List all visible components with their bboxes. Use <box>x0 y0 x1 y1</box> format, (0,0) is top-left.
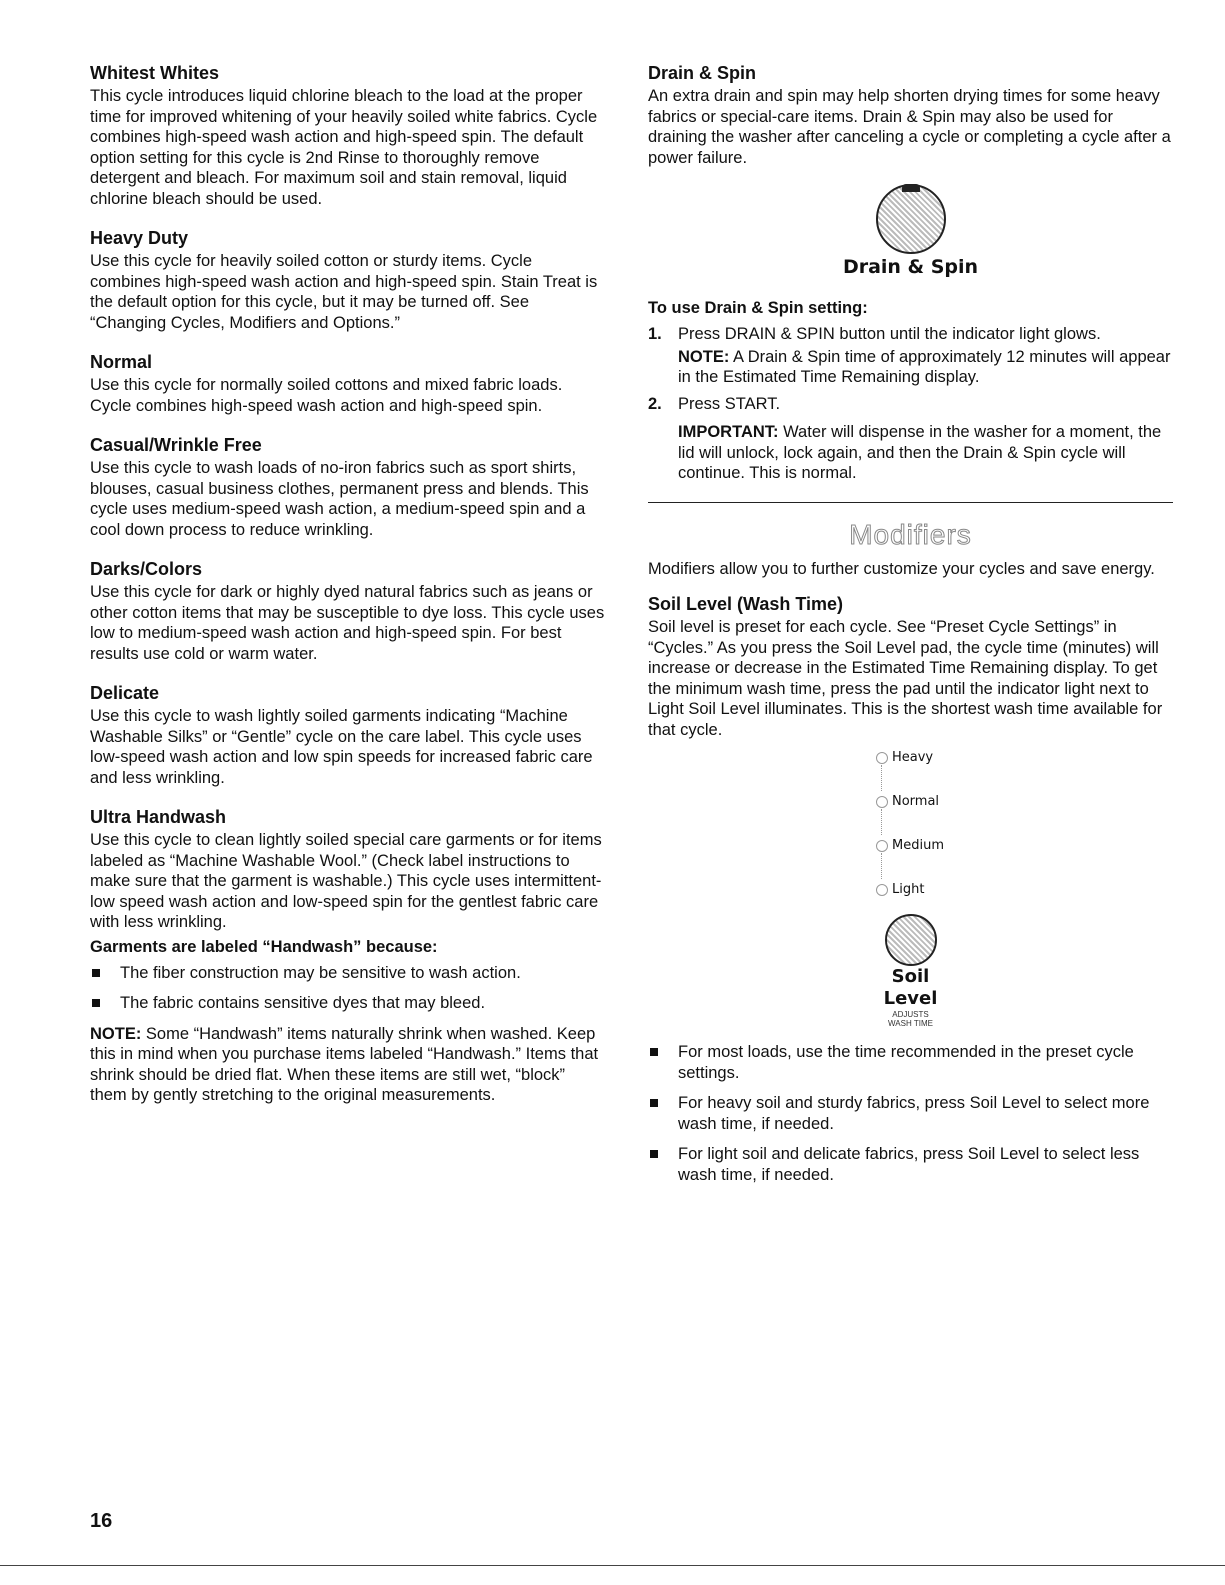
left-column <box>90 62 605 1106</box>
list-item: The fiber construction may be sensitive to wash action. <box>90 963 605 984</box>
soil-knob-label-2: Level <box>883 988 938 1009</box>
bullet-square-icon <box>650 1099 658 1107</box>
soil-knob-label-1: Soil <box>891 966 930 987</box>
list-item: For most loads, use the time recommended in the preset cycle settings. <box>648 1042 1173 1083</box>
step-note <box>678 347 1173 388</box>
section-normal <box>90 351 605 416</box>
drain-spin-howto-heading: To use Drain & Spin setting: <box>648 299 868 317</box>
handwash-bullet-list <box>90 963 605 1014</box>
drain-spin-body: An extra drain and spin may help shorten drying times for some heavy fabrics or special-care items. Drain & Spin may also be used for draining the washer after canceling a cycle or completing a cycle after a power failure. <box>648 87 1171 167</box>
step-note-text: Water will dispense in the washer for a moment, the lid will unlock, lock again, and then the Drain & Spin cycle will continue. This is normal. <box>678 423 1162 482</box>
section-heavy-duty <box>90 227 605 333</box>
section-body: Use this cycle to clean lightly soiled special care garments or for items labeled as “Machine Washable Wool.” (Check label instructions to make sure that the garment is washable.) This cycle uses intermittent-low speed wash action and low-speed spin for the gentlest fabric care with less wrinkling. <box>90 831 602 931</box>
section-heading: Darks/Colors <box>90 559 203 579</box>
section-body: Use this cycle to wash lightly soiled garments indicating “Machine Washable Silks” or “Gentle” cycle on the care label. This cycle uses low-speed wash action and low spin speeds for increased fabric care and less wrinkling. <box>90 707 593 787</box>
indicator-light-icon <box>876 840 888 852</box>
drain-spin-knob-label: Drain & Spin <box>842 256 979 278</box>
section-casual-wrinkle-free <box>90 434 605 540</box>
section-divider <box>648 502 1173 503</box>
drain-spin-knob-icon <box>876 184 946 254</box>
bullet-square-icon <box>650 1048 658 1056</box>
soil-level-normal <box>876 794 1016 838</box>
step-note-text: A Drain & Spin time of approximately 12 minutes will appear in the Estimated Time Remaining display. <box>678 347 1171 386</box>
list-item: For heavy soil and sturdy fabrics, press Soil Level to select more wash time, if needed. <box>648 1093 1173 1134</box>
section-whitest-whites <box>90 62 605 209</box>
soil-level-knob-figure <box>648 914 1173 1028</box>
step-number: 1. <box>648 325 662 343</box>
bullet-square-icon <box>650 1150 658 1158</box>
drain-spin-steps <box>648 324 1173 484</box>
soil-knob-small-2: WASH TIME <box>888 1019 933 1028</box>
right-column <box>648 62 1173 1195</box>
section-heading: Casual/Wrinkle Free <box>90 435 262 455</box>
modifiers-intro: Modifiers allow you to further customize your cycles and save energy. <box>648 559 1155 578</box>
list-item: The fabric contains sensitive dyes that may bleed. <box>90 993 605 1014</box>
section-heading: Whitest Whites <box>90 63 219 83</box>
section-body: Use this cycle for normally soiled cottons and mixed fabric loads. Cycle combines high-speed wash action and high-speed spin. <box>90 376 563 415</box>
drain-spin-knob-figure <box>648 184 1173 278</box>
section-ultra-handwash <box>90 806 605 933</box>
soil-knob-small-1: ADJUSTS <box>892 1010 929 1019</box>
soil-level-light <box>876 882 1016 912</box>
step-note-label: IMPORTANT: <box>678 423 779 441</box>
soil-level-medium <box>876 838 1016 882</box>
level-label: Medium <box>892 838 944 853</box>
bullet-square-icon <box>92 999 100 1007</box>
step-item <box>648 324 1173 388</box>
soil-level-body: Soil level is preset for each cycle. See “Preset Cycle Settings” in “Cycles.” As you press the Soil Level pad, the cycle time (minutes) will increase or decrease in the Estimated Time Remaining display. To get the minimum wash time, press the pad until the indicator light next to Light Soil Level illuminates. This is the shortest wash time available for that cycle. <box>648 618 1163 739</box>
step-number: 2. <box>648 394 662 413</box>
soil-level-heavy <box>876 750 1016 794</box>
indicator-light-icon <box>876 796 888 808</box>
section-heading: Delicate <box>90 683 160 703</box>
note-text: Some “Handwash” items naturally shrink when washed. Keep this in mind when you purchase items labeled “Handwash.” Items that shrink should be dried flat. When these items are still wet, “block” them by gently stretching to the original measurements. <box>90 1024 599 1104</box>
list-item: For light soil and delicate fabrics, press Soil Level to select less wash time, if needed. <box>648 1144 1173 1185</box>
section-delicate <box>90 682 605 788</box>
indicator-light-icon <box>876 884 888 896</box>
soil-level-indicator-list <box>876 750 1016 912</box>
section-body: Use this cycle to wash loads of no-iron fabrics such as sport shirts, blouses, casual business clothes, permanent press and blends. This cycle uses medium-speed wash action, a medium-speed spin and a cool down process to reduce wrinkling. <box>90 459 589 539</box>
step-item <box>648 394 1173 484</box>
bottom-rule <box>0 1565 1225 1566</box>
section-body: This cycle introduces liquid chlorine bleach to the load at the proper time for improved whitening of your heavily soiled white fabrics. Cycle combines high-speed wash action and high-speed spin. The default option setting for this cycle is 2nd Rinse to thoroughly remove detergent and bleach. For maximum soil and stain removal, liquid chlorine bleach should be used. <box>90 87 598 208</box>
level-label: Normal <box>892 794 940 809</box>
section-heading: Normal <box>90 352 153 372</box>
step-note <box>678 422 1173 484</box>
step-text: Press START. <box>678 394 781 413</box>
handwash-subheading: Garments are labeled “Handwash” because: <box>90 937 438 956</box>
soil-level-bullet-list <box>648 1042 1173 1185</box>
bullet-square-icon <box>92 969 100 977</box>
handwash-note <box>90 1024 605 1106</box>
drain-spin-heading: Drain & Spin <box>648 63 757 83</box>
section-heading: Heavy Duty <box>90 228 189 248</box>
indicator-light-icon <box>876 752 888 764</box>
section-body: Use this cycle for heavily soiled cotton or sturdy items. Cycle combines high-speed wash action and high-speed spin. Stain Treat is the default option for this cycle, but it may be turned off. See “Changing Cycles, Modifiers and Options.” <box>90 252 598 332</box>
section-body: Use this cycle for dark or highly dyed natural fabrics such as jeans or other cotton items that may be susceptible to dye loss. This cycle uses low to medium-speed wash action and high-speed spin. For best results use cold or warm water. <box>90 583 605 663</box>
modifiers-title: Modifiers <box>849 518 972 550</box>
step-text: Press DRAIN & SPIN button until the indicator light glows. <box>678 325 1101 343</box>
level-label: Heavy <box>892 750 934 765</box>
note-label: NOTE: <box>90 1024 142 1043</box>
soil-level-knob-icon <box>885 914 937 966</box>
page-number: 16 <box>90 1510 113 1532</box>
level-label: Light <box>892 882 925 897</box>
soil-level-heading: Soil Level (Wash Time) <box>648 594 844 614</box>
section-darks-colors <box>90 558 605 664</box>
section-heading: Ultra Handwash <box>90 807 227 827</box>
step-note-label: NOTE: <box>678 347 730 366</box>
